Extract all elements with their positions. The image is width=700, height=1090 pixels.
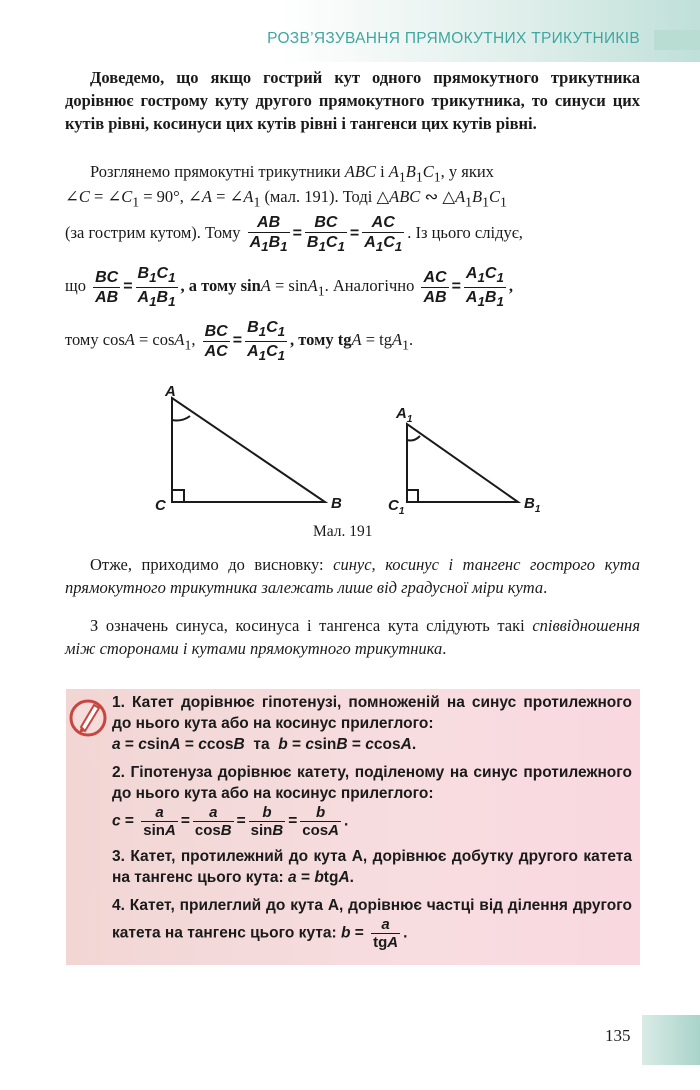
running-header: РОЗВ’ЯЗУВАННЯ ПРЯМОКУТНИХ ТРИКУТНИКІВ (267, 30, 640, 47)
relations-paragraph: З означень синуса, косинуса і тангенса кута слідують такі співвідношення між сторонами і кутами прямокутного трикутника. (65, 616, 640, 658)
rules-list (112, 692, 632, 958)
rule-2: 2. Гіпотенуза дорівнює катету, поділеному на синус протилежного до нього кута або на косинус прилеглого: c = $\frac{a}{\sin A}$ = $\frac{a}{\cos B}$ = $\frac{b}{\sin B}$ = $\frac{b}{\cos A}$ . (112, 764, 632, 839)
label-a: A (165, 383, 176, 400)
page-band (642, 1015, 700, 1065)
rule-1: 1. Катет дорівнює гіпотенузі, помноженій на синус протилежного до нього кута або на косинус прилеглого: a = csinA = ccosB та b = csinB = ccosA. (112, 694, 632, 753)
figure-191 (150, 378, 550, 538)
theorem-paragraph: Доведемо, що якщо гострий кут одного прямокутного трикутника дорівнює гострому куту другого прямокутного трикутника, то синуси цих кутів рівні, косинуси цих кутів рівні і тангенси цих кутів рівні. (65, 68, 640, 133)
label-c1: $C_1$ (388, 497, 405, 517)
proof-line-4: що $\frac{BC}{AB}$ = $\frac{B_1C_1}{A_1B_1}$ , а тому sinA = sinA$_1$. Аналогічно $\frac{AC}{AB}$ = $\frac{A_1C_1}{A_1B_1}$ , (65, 264, 513, 309)
proof-line-2: ∠C = $\angle C_1 = 90^\circ$, ∠A = $\angle A_1$ (мал. 191). Тоді △ABC ∾ $\triangle A_1B_1C_1$ (65, 187, 507, 210)
label-b1: $B_1$ (524, 495, 541, 515)
triangle-a1b1c1 (407, 424, 518, 502)
proof-line-1: Розглянемо прямокутні трикутники ABC і $A_1B_1C_1$, у яких (90, 162, 494, 185)
triangle-abc (172, 398, 325, 502)
page-number: 135 (605, 1026, 631, 1045)
figure-caption: Мал. 191 (313, 523, 373, 540)
proof-line-5: тому cosA = cosA$_1$, $\frac{BC}{AC}$ = $\frac{B_1C_1}{A_1C_1}$ , тому tgA = tgA$_1$. (65, 318, 414, 363)
rule-3: 3. Катет, протилежний до кута A, дорівнює добутку другого катета на тангенс цього кута: a = btgA. (112, 848, 632, 886)
rule-4: 4. Катет, прилеглий до кута A, дорівнює частці від ділення другого катета на тангенс цього кута: b = $\frac{a}{\text{tgA}}$ . (112, 897, 632, 951)
header-accent (654, 30, 700, 50)
label-c: C (155, 497, 166, 514)
label-a1: $A_1$ (396, 405, 413, 425)
label-b: B (331, 495, 342, 512)
pencil-icon (69, 697, 109, 739)
conclusion-paragraph: Отже, приходимо до висновку: синус, косинус і тангенс гострого кута прямокутного трикутника залежать лише від градусної міри кута. (65, 555, 640, 597)
proof-line-3: (за гострим кутом). Тому $\frac{AB}{A_1B_1}$ = $\frac{BC}{B_1C_1}$ = $\frac{AC}{A_1C_1}$ . Із цього слідує, (65, 213, 523, 254)
